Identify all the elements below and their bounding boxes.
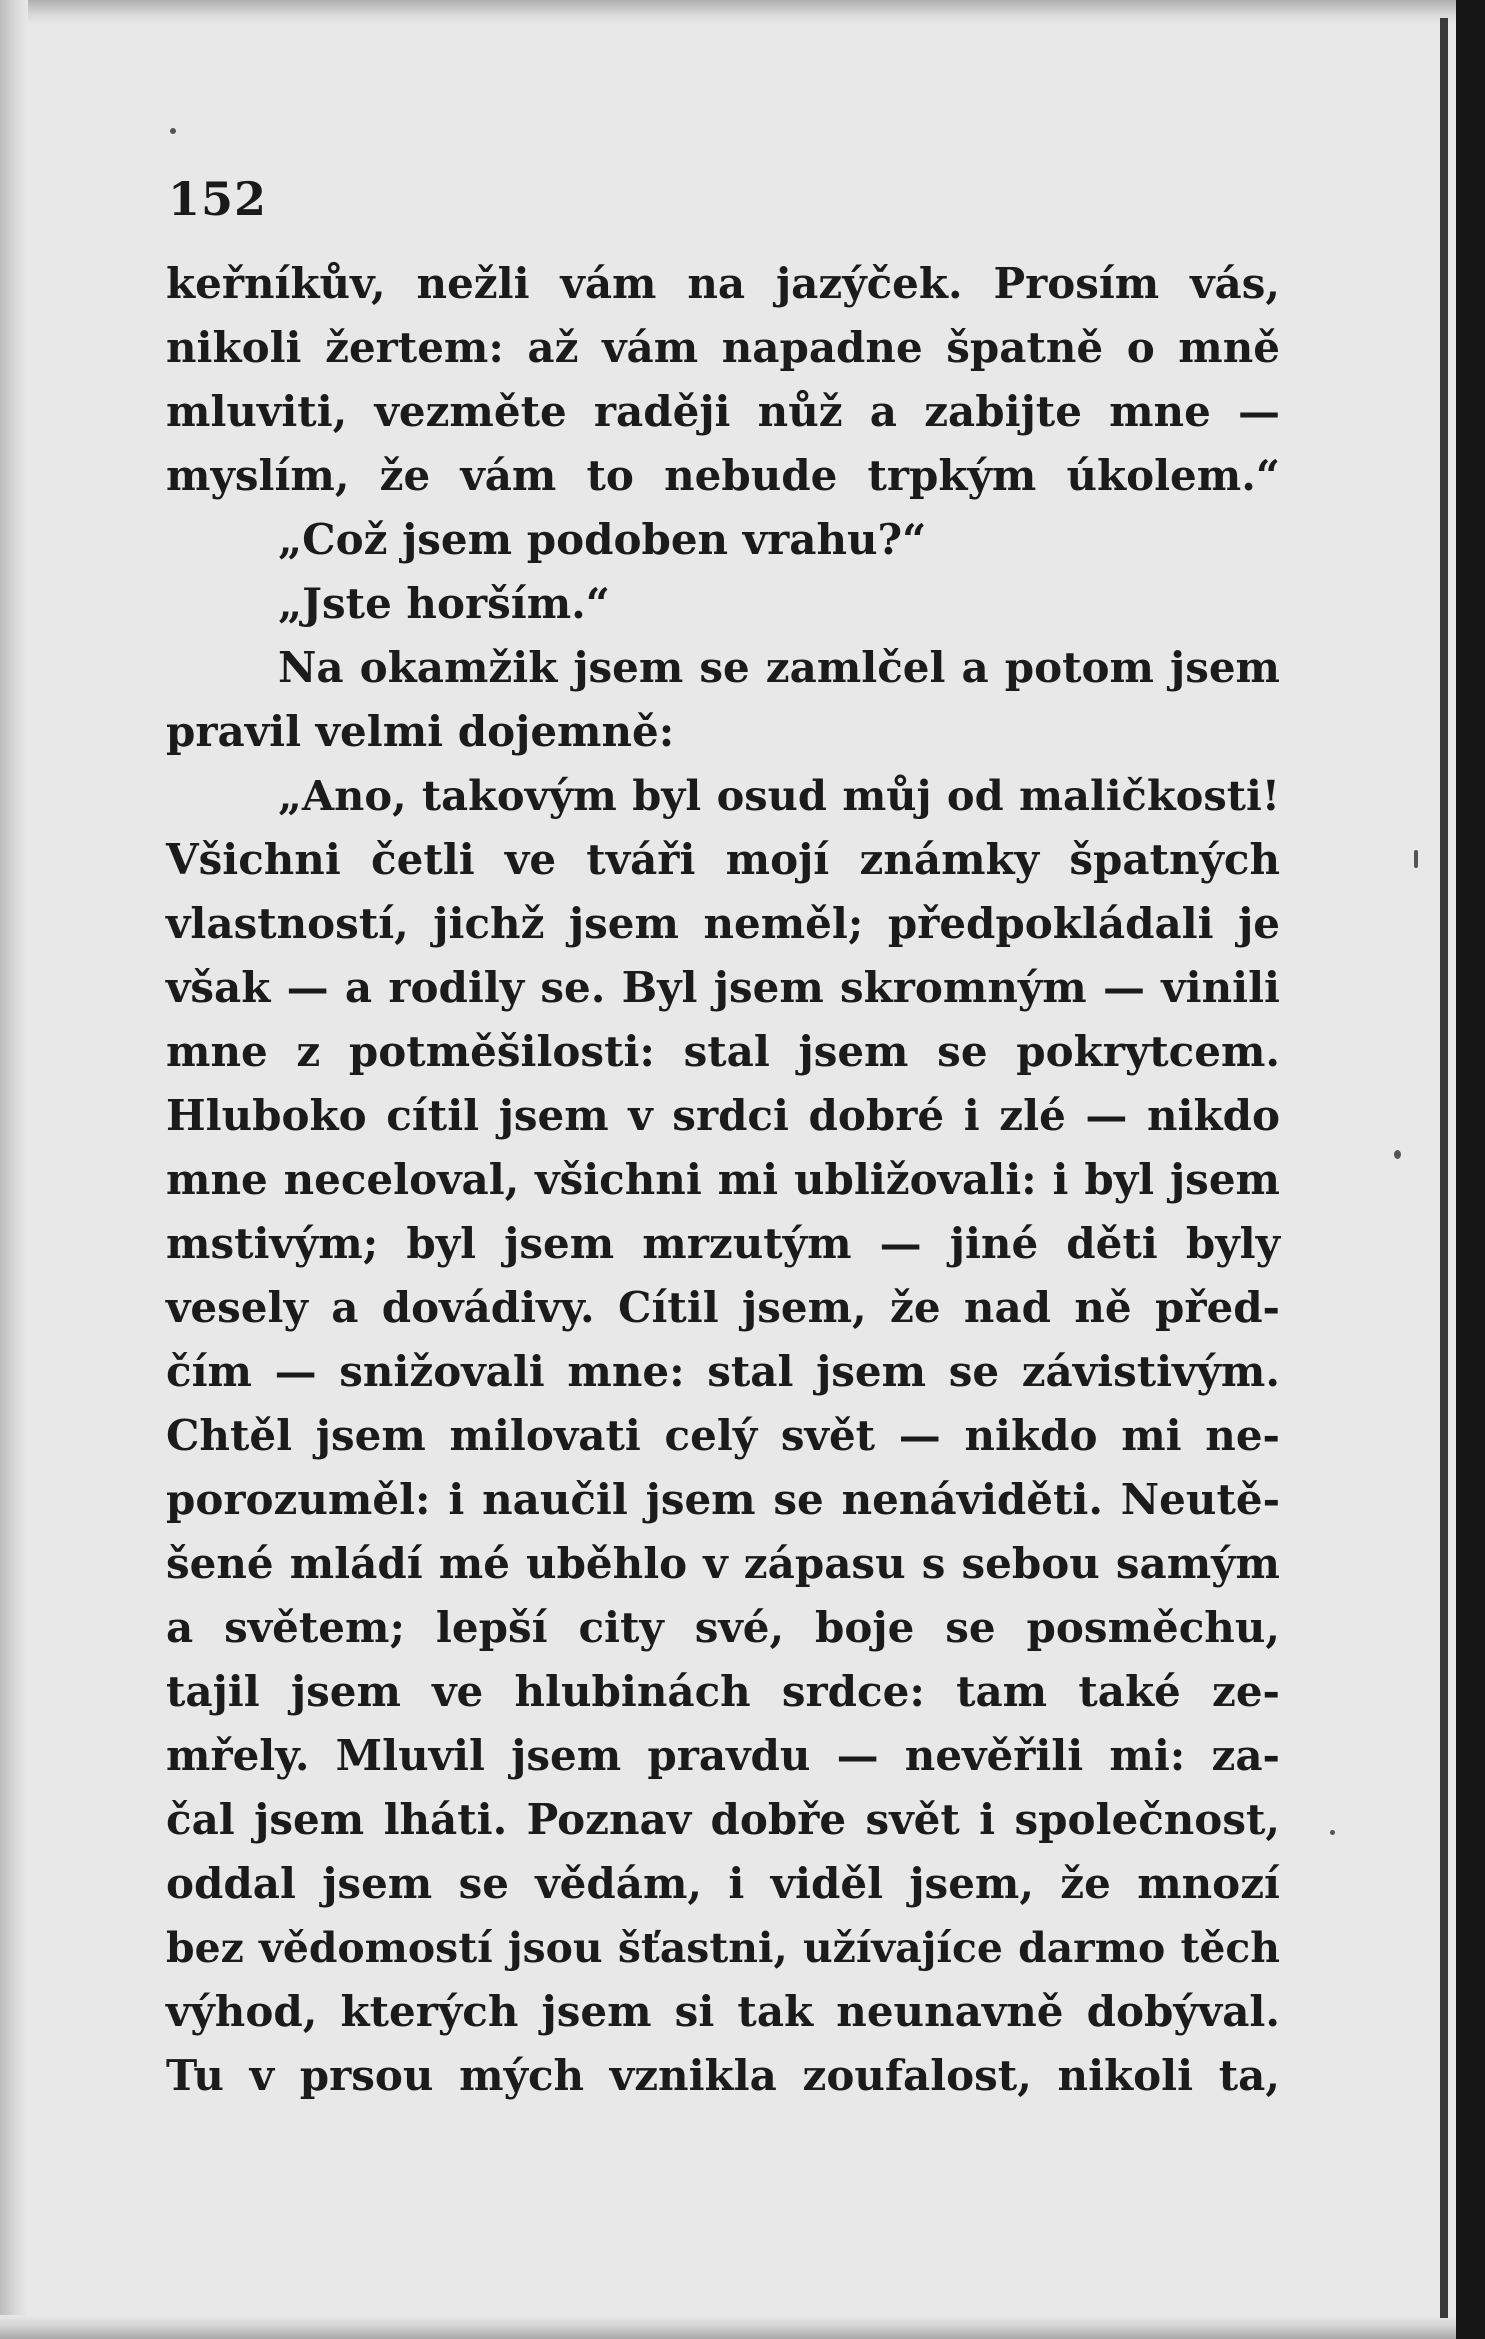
text-line: porozuměl: i naučil jsem se nenáviděti. Neutě- <box>166 1475 1280 1524</box>
text-line: vesely a dovádivy. Cítil jsem, že nad ně před- <box>166 1283 1280 1332</box>
text-line: „Ano, takovým byl osud můj od maličkosti! <box>278 771 1280 820</box>
text-line: mne neceloval, všichni mi ubližovali: i byl jsem <box>166 1155 1280 1204</box>
dust-speck <box>1330 1830 1335 1835</box>
dust-speck <box>170 128 176 134</box>
text-line: pravil velmi dojemně: <box>166 707 675 756</box>
text-line: Všichni četli ve tváři mojí známky špatných <box>166 835 1280 884</box>
text-line: Chtěl jsem milovati celý svět — nikdo mi ne- <box>166 1411 1280 1460</box>
page-top-edge <box>0 0 1485 24</box>
text-line: však — a rodily se. Byl jsem skromným — vinili <box>166 963 1280 1012</box>
page-left-edge <box>0 0 28 2339</box>
text-line: a světem; lepší city své, boje se posměchu, <box>166 1603 1280 1652</box>
text-line: mne z potměšilosti: stal jsem se pokrytcem. <box>166 1027 1280 1076</box>
text-line: „Jste horším.“ <box>278 579 610 628</box>
text-line: oddal jsem se vědám, i viděl jsem, že mnozí <box>166 1859 1280 1908</box>
text-line: tajil jsem ve hlubinách srdce: tam také ze- <box>166 1667 1280 1716</box>
text-line: mluviti, vezměte raději nůž a zabijte mne — <box>166 387 1280 436</box>
text-line: šené mládí mé uběhlo v zápasu s sebou samým <box>166 1539 1280 1588</box>
text-line: myslím, že vám to nebude trpkým úkolem.“ <box>166 451 1280 500</box>
text-line: vlastností, jichž jsem neměl; předpokládali je <box>166 899 1280 948</box>
text-line: keřníkův, nežli vám na jazýček. Prosím vás, <box>166 259 1280 308</box>
page-bottom-edge <box>0 2315 1485 2339</box>
text-line: nikoli žertem: až vám napadne špatně o mně <box>166 323 1280 372</box>
text-line: Tu v prsou mých vznikla zoufalost, nikoli ta, <box>166 2051 1280 2100</box>
page-number: 152 <box>168 172 268 226</box>
text-line: čal jsem lháti. Poznav dobře svět i společnost, <box>166 1795 1280 1844</box>
text-line: „Což jsem podoben vrahu?“ <box>278 515 927 564</box>
text-line: Hluboko cítil jsem v srdci dobré i zlé — nikdo <box>166 1091 1280 1140</box>
text-line: výhod, kterých jsem si tak neunavně dobýval. <box>166 1987 1280 2036</box>
text-line: mřely. Mluvil jsem pravdu — nevěřili mi: za- <box>166 1731 1280 1780</box>
dust-speck <box>1394 1150 1401 1159</box>
binding-edge <box>1456 0 1485 2339</box>
body-text <box>166 252 1280 2108</box>
dust-speck <box>1414 850 1418 868</box>
text-line: Na okamžik jsem se zamlčel a potom jsem <box>278 643 1280 692</box>
text-line: čím — snižovali mne: stal jsem se závistivým. <box>166 1347 1280 1396</box>
binding-shadow <box>1440 18 1448 2318</box>
text-line: mstivým; byl jsem mrzutým — jiné děti byly <box>166 1219 1280 1268</box>
text-line: bez vědomostí jsou šťastni, užívajíce darmo těch <box>166 1924 1280 1972</box>
